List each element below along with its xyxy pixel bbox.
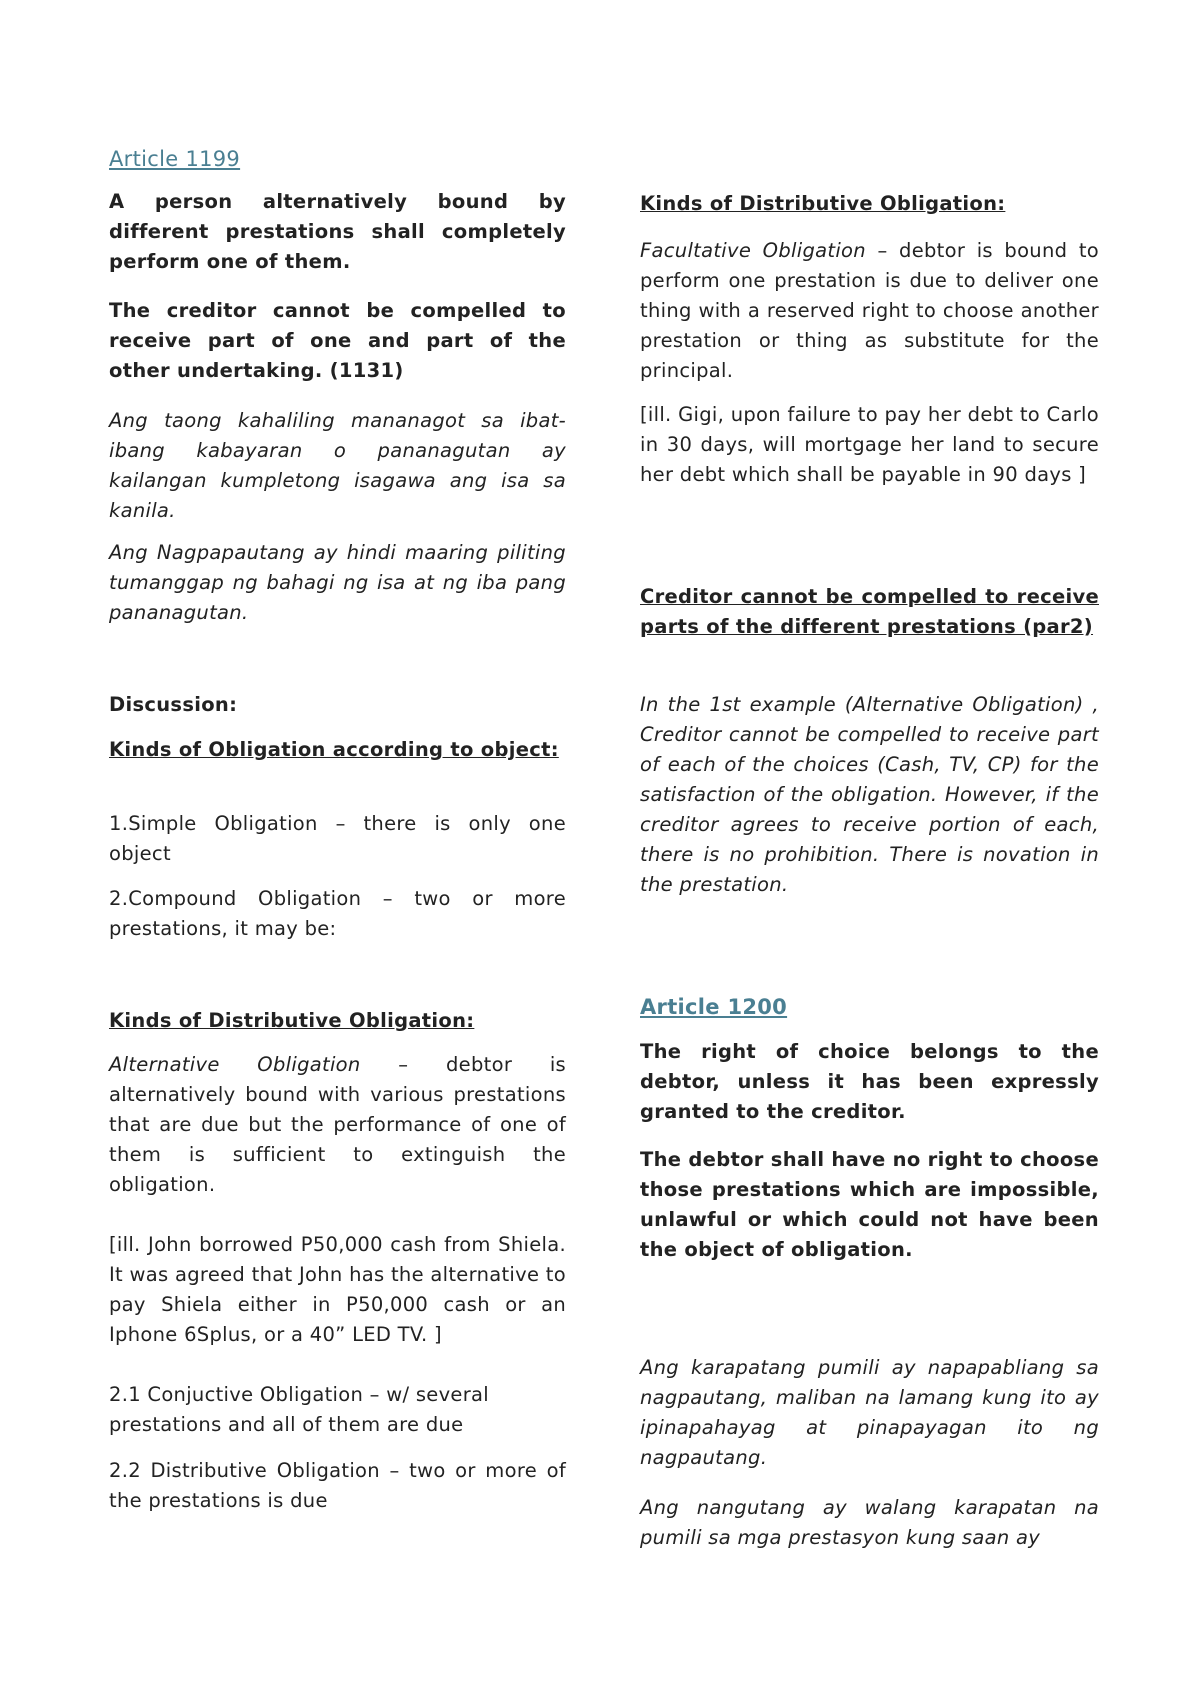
article-1200-paragraph-2: The debtor shall have no right to choose those prestations which are impossible, unlawful or which could not have been the object of obligation. bbox=[640, 1148, 1099, 1261]
conjunctive-obligation: 2.1 Conjuctive Obligation – w/ several prestations and all of them are due bbox=[109, 1383, 489, 1436]
alternative-term: Alternative Obligation bbox=[109, 1053, 361, 1076]
distributive-kinds-heading: Kinds of Distributive Obligation: bbox=[109, 1009, 475, 1032]
article-1199-tagalog-1: Ang taong kahaliling mananagot sa ibat-ibang kabayaran o pananagutan ay kailangan kumpletong isagawa ang isa sa kanila. bbox=[109, 409, 566, 522]
alternative-obligation bbox=[109, 1050, 566, 1200]
article-1200-heading: Article 1200 bbox=[640, 995, 788, 1019]
facultative-definition: – debtor is bound to perform one prestation is due to deliver one thing with a reserved right to choose another prestation or thing as substitute for the principal. bbox=[640, 239, 1100, 382]
article-1200-tagalog-2: Ang nangutang ay walang karapatan na pumili sa mga prestasyon kung saan ay bbox=[640, 1496, 1099, 1549]
distributive-obligation: 2.2 Distributive Obligation – two or more of the prestations is due bbox=[109, 1459, 566, 1512]
discussion-label: Discussion: bbox=[109, 693, 238, 716]
article-1199-paragraph-1: A person alternatively bound by different prestations shall completely perform one of them. bbox=[109, 190, 566, 273]
article-1199-heading: Article 1199 bbox=[109, 147, 241, 171]
article-1199-tagalog-2: Ang Nagpapautang ay hindi maaring piliting tumanggap ng bahagi ng isa at ng iba pang pananagutan. bbox=[109, 541, 566, 624]
facultative-term: Facultative Obligation bbox=[640, 239, 866, 262]
distributive-kinds-heading-right: Kinds of Distributive Obligation: bbox=[640, 192, 1006, 215]
alternative-definition: – debtor is alternatively bound with various prestations that are due but the performance of one of them is sufficient to extinguish the obligation. bbox=[109, 1053, 566, 1196]
compound-obligation: 2.Compound Obligation – two or more prestations, it may be: bbox=[109, 887, 566, 940]
creditor-par2-heading: Creditor cannot be compelled to receive parts of the different prestations (par2) bbox=[640, 585, 1099, 638]
creditor-discussion: In the 1st example (Alternative Obligation) , Creditor cannot be compelled to receive part of each of the choices (Cash, TV, CP) for the satisfaction of the obligation. However, if the creditor agrees to receive portion of each, there is no prohibition. There is novation in the prestation. bbox=[640, 693, 1099, 896]
kinds-by-object-heading: Kinds of Obligation according to object: bbox=[109, 738, 559, 761]
article-1199-paragraph-2: The creditor cannot be compelled to receive part of one and part of the other undertaking. (1131) bbox=[109, 299, 566, 382]
simple-obligation: 1.Simple Obligation – there is only one object bbox=[109, 812, 566, 865]
article-1200-tagalog-1: Ang karapatang pumili ay napapabliang sa nagpautang, maliban na lamang kung ito ay ipinapahayag at pinapayagan ito ng nagpautang. bbox=[640, 1356, 1099, 1469]
alternative-example: [ill. John borrowed P50,000 cash from Shiela. It was agreed that John has the alternative to pay Shiela either in P50,000 cash or an Iphone 6Splus, or a 40” LED TV. ] bbox=[109, 1233, 566, 1346]
facultative-example: [ill. Gigi, upon failure to pay her debt to Carlo in 30 days, will mortgage her land to secure her debt which shall be payable in 90 days ] bbox=[640, 403, 1099, 486]
facultative-obligation bbox=[640, 236, 1099, 386]
article-1200-paragraph-1: The right of choice belongs to the debtor, unless it has been expressly granted to the creditor. bbox=[640, 1040, 1099, 1123]
